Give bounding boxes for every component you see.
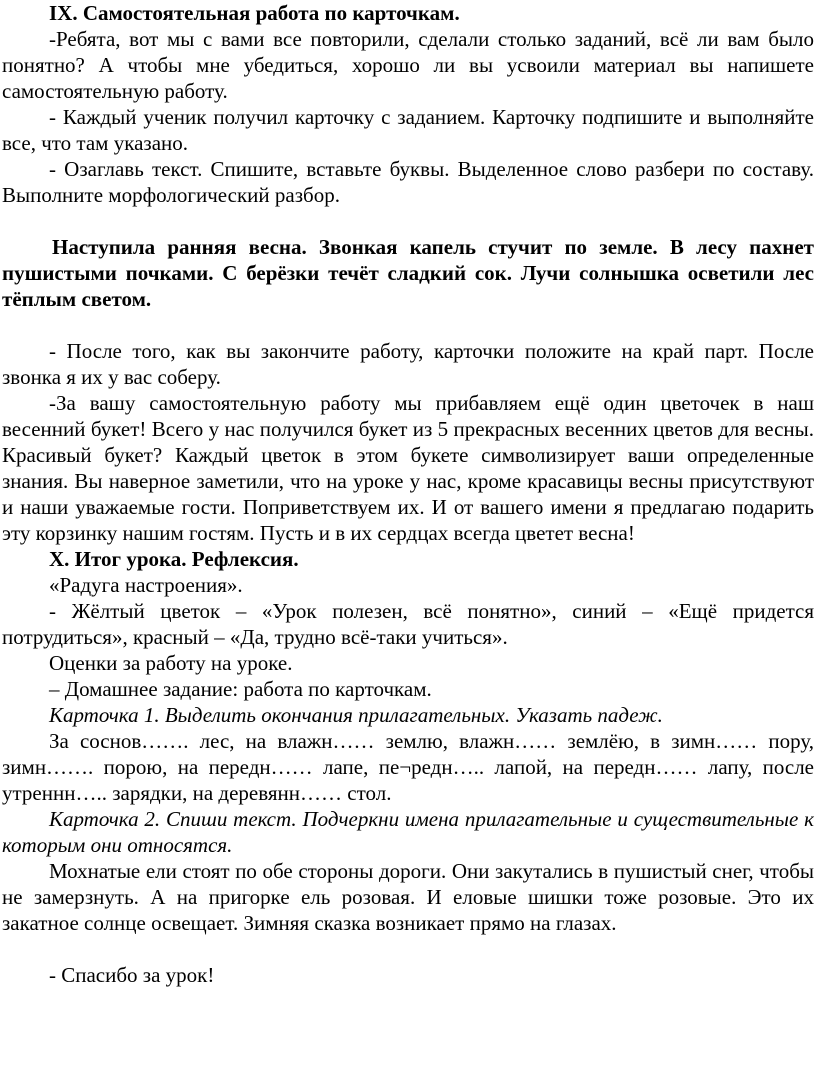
card-2-text: Мохнатые ели стоят по обе стороны дороги. Они закутались в пушистый снег, чтобы не замерзнуть. А на пригорке ель розовая. И еловые шишки тоже розовые. Это их закатное солнце освещает. Зимняя сказка возникает прямо на глазах. (2, 859, 814, 935)
paragraph-bouquet: -За вашу самостоятельную работу мы прибавляем ещё один цветочек в наш весенний букет! Всего у нас получился букет из 5 прекрасных весенних цветов для весны. Красивый букет? Каждый цветок в этом букете символизирует ваши определенные знания. Вы наверное заметили, что на уроке у нас, кроме красавицы весны присутствуют и наши уважаемые гости. Поприветствуем их. И от вашего имени я предлагаю подарить эту корзинку нашим гостям. Пусть и в их сердцах всегда цветет весна! (2, 391, 814, 545)
spacer (2, 312, 814, 338)
section-10-heading: X. Итог урока. Рефлексия. (49, 547, 299, 571)
rainbow-of-mood: «Радуга настроения». (49, 573, 243, 597)
flower-meanings: - Жёлтый цветок – «Урок полезен, всё понятно», синий – «Ещё придется потрудиться», красный – «Да, трудно всё-таки учиться». (2, 599, 814, 649)
spacer (2, 208, 814, 234)
paragraph-cards: - Каждый ученик получил карточку с заданием. Карточку подпишите и выполняйте все, что там указано. (2, 105, 814, 155)
card-2-title: Карточка 2. Спиши текст. Подчеркни имена прилагательные и существительные к которым они относятся. (2, 807, 814, 857)
spacer (2, 936, 814, 962)
section-9-heading: IX. Самостоятельная работа по карточкам. (49, 1, 460, 25)
card-1-text: За соснов……. лес, на влажн…… землю, влажн…… землёю, в зимн…… пору, зимн……. порою, на передн…… лапе, пе¬редн….. лапой, на передн…… лапу, после утреннн….. зарядки, на деревянн…… стол. (2, 729, 814, 805)
lesson-grades: Оценки за работу на уроке. (49, 651, 293, 675)
task-text: Наступила ранняя весна. Звонкая капель стучит по земле. В лесу пахнет пушистыми почками. С берёзки течёт сладкий сок. Лучи солнышка осветили лес тёплым светом. (2, 235, 814, 311)
card-1-title: Карточка 1. Выделить окончания прилагательных. Указать падеж. (49, 703, 663, 727)
paragraph-collect-cards: - После того, как вы закончите работу, карточки положите на край парт. После звонка я их у вас соберу. (2, 339, 814, 389)
paragraph-task-instructions: - Озаглавь текст. Спишите, вставьте буквы. Выделенное слово разбери по составу. Выполните морфологический разбор. (2, 157, 814, 207)
paragraph-intro: -Ребята, вот мы с вами все повторили, сделали столько заданий, всё ли вам было понятно? А чтобы мне убедиться, хорошо ли вы усвоили материал вы напишете самостоятельную работу. (2, 27, 814, 103)
homework: – Домашнее задание: работа по карточкам. (49, 677, 432, 701)
thanks-line: - Спасибо за урок! (49, 963, 215, 987)
